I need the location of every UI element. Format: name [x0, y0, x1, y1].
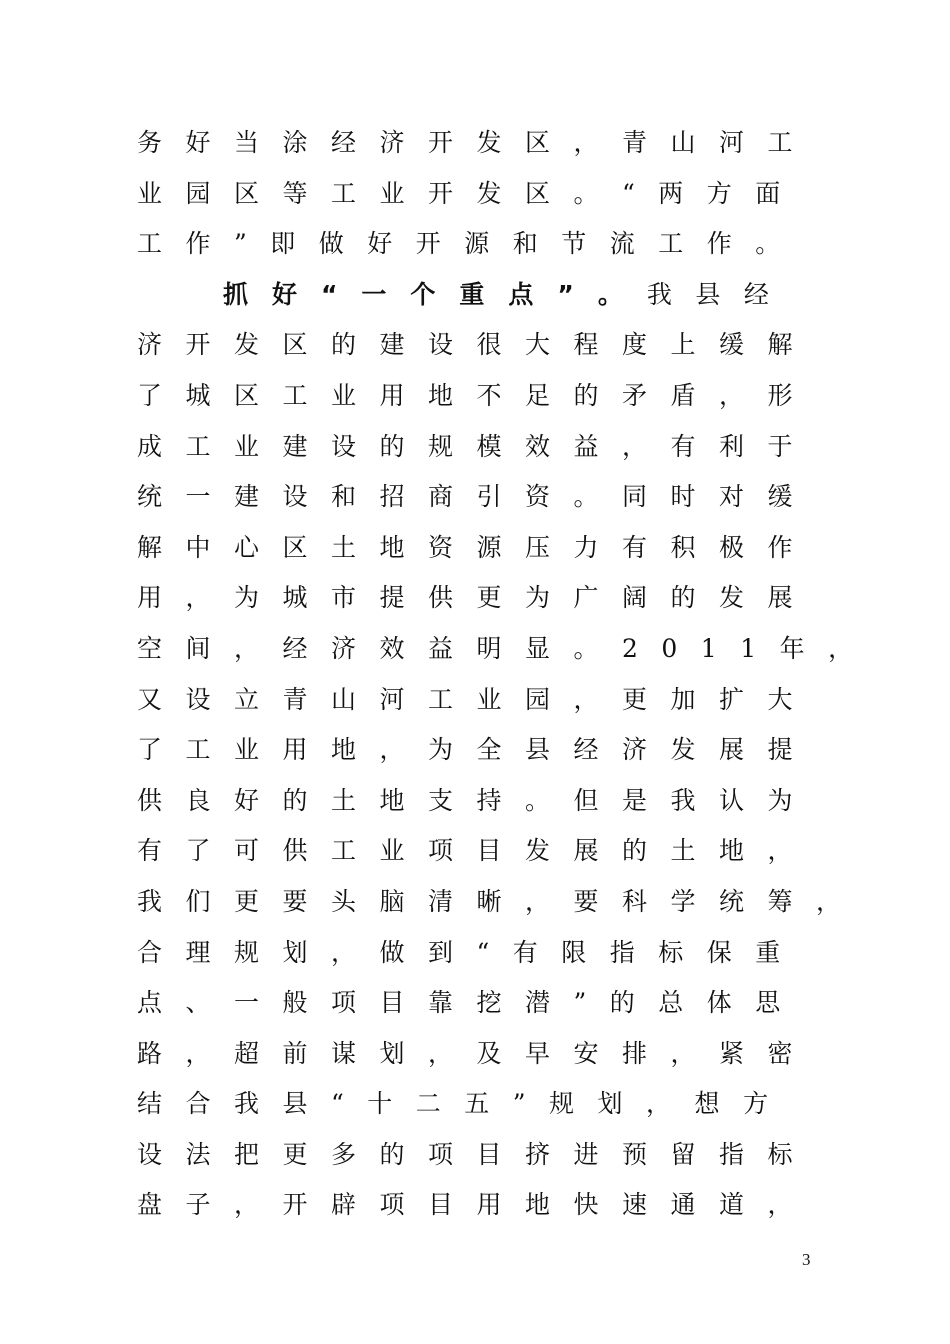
text-line [125, 826, 825, 877]
text-line [125, 928, 825, 979]
line-text: 了城区工业用地不足的矛盾，形 [137, 380, 817, 410]
text-line [125, 573, 825, 624]
text-line [125, 472, 825, 523]
line-text: 点、一般项目靠挖潜”的总体思 [137, 988, 804, 1018]
section-heading-line [125, 270, 825, 321]
text-line [125, 320, 825, 371]
text-line [125, 877, 865, 928]
line-text: 有了可供工业项目发展的土地， [137, 836, 817, 866]
line-text: 统一建设和招商引资。同时对缓 [137, 482, 817, 512]
text-line [125, 1130, 825, 1181]
line-text: 了工业用地，为全县经济发展提 [137, 735, 817, 765]
line-text: 我县经 [646, 279, 793, 309]
text-line [125, 1029, 825, 1080]
line-text: 设法把更多的项目挤进预留指标 [137, 1139, 817, 1169]
text-line [125, 169, 825, 220]
line-text: 工作”即做好开源和节流工作。 [137, 229, 804, 259]
body-text [125, 118, 877, 1231]
line-text: 盘子，开辟项目用地快速通道， [137, 1190, 817, 1220]
text-line [125, 219, 825, 270]
line-text: 供良好的土地支持。但是我认为 [137, 785, 817, 815]
heading-line-content [223, 270, 792, 321]
page-number: 3 [802, 1250, 811, 1269]
line-text: 路，超前谋划，及早安排，紧密 [137, 1038, 817, 1068]
text-line [125, 422, 825, 473]
text-line [125, 978, 825, 1029]
text-line [125, 523, 825, 574]
text-line [125, 675, 825, 726]
line-text: 我们更要头脑清晰，要科学统筹， [137, 886, 865, 916]
line-text: 业园区等工业开发区。“两方面 [137, 178, 804, 208]
line-text: 空间，经济效益明显。2011年， [137, 633, 877, 663]
text-line [125, 371, 825, 422]
line-text: 结合我县“十二五”规划，想方 [137, 1089, 792, 1119]
text-line [125, 1180, 825, 1231]
text-line [125, 624, 877, 675]
line-text: 务好当涂经济开发区，青山河工 [137, 128, 817, 157]
line-text: 用，为城市提供更为广阔的发展 [137, 583, 817, 613]
line-text: 合理规划，做到“有限指标保重 [137, 937, 804, 967]
text-line [125, 776, 825, 827]
text-line [125, 725, 825, 776]
section-heading: 抓好“一个重点”。 [223, 279, 647, 309]
text-line [125, 118, 825, 169]
line-text: 济开发区的建设很大程度上缓解 [137, 330, 817, 360]
text-line [125, 1079, 825, 1130]
line-text: 成工业建设的规模效益，有利于 [137, 431, 817, 461]
line-text: 解中心区土地资源压力有积极作 [137, 532, 817, 562]
line-text: 又设立青山河工业园，更加扩大 [137, 684, 817, 714]
